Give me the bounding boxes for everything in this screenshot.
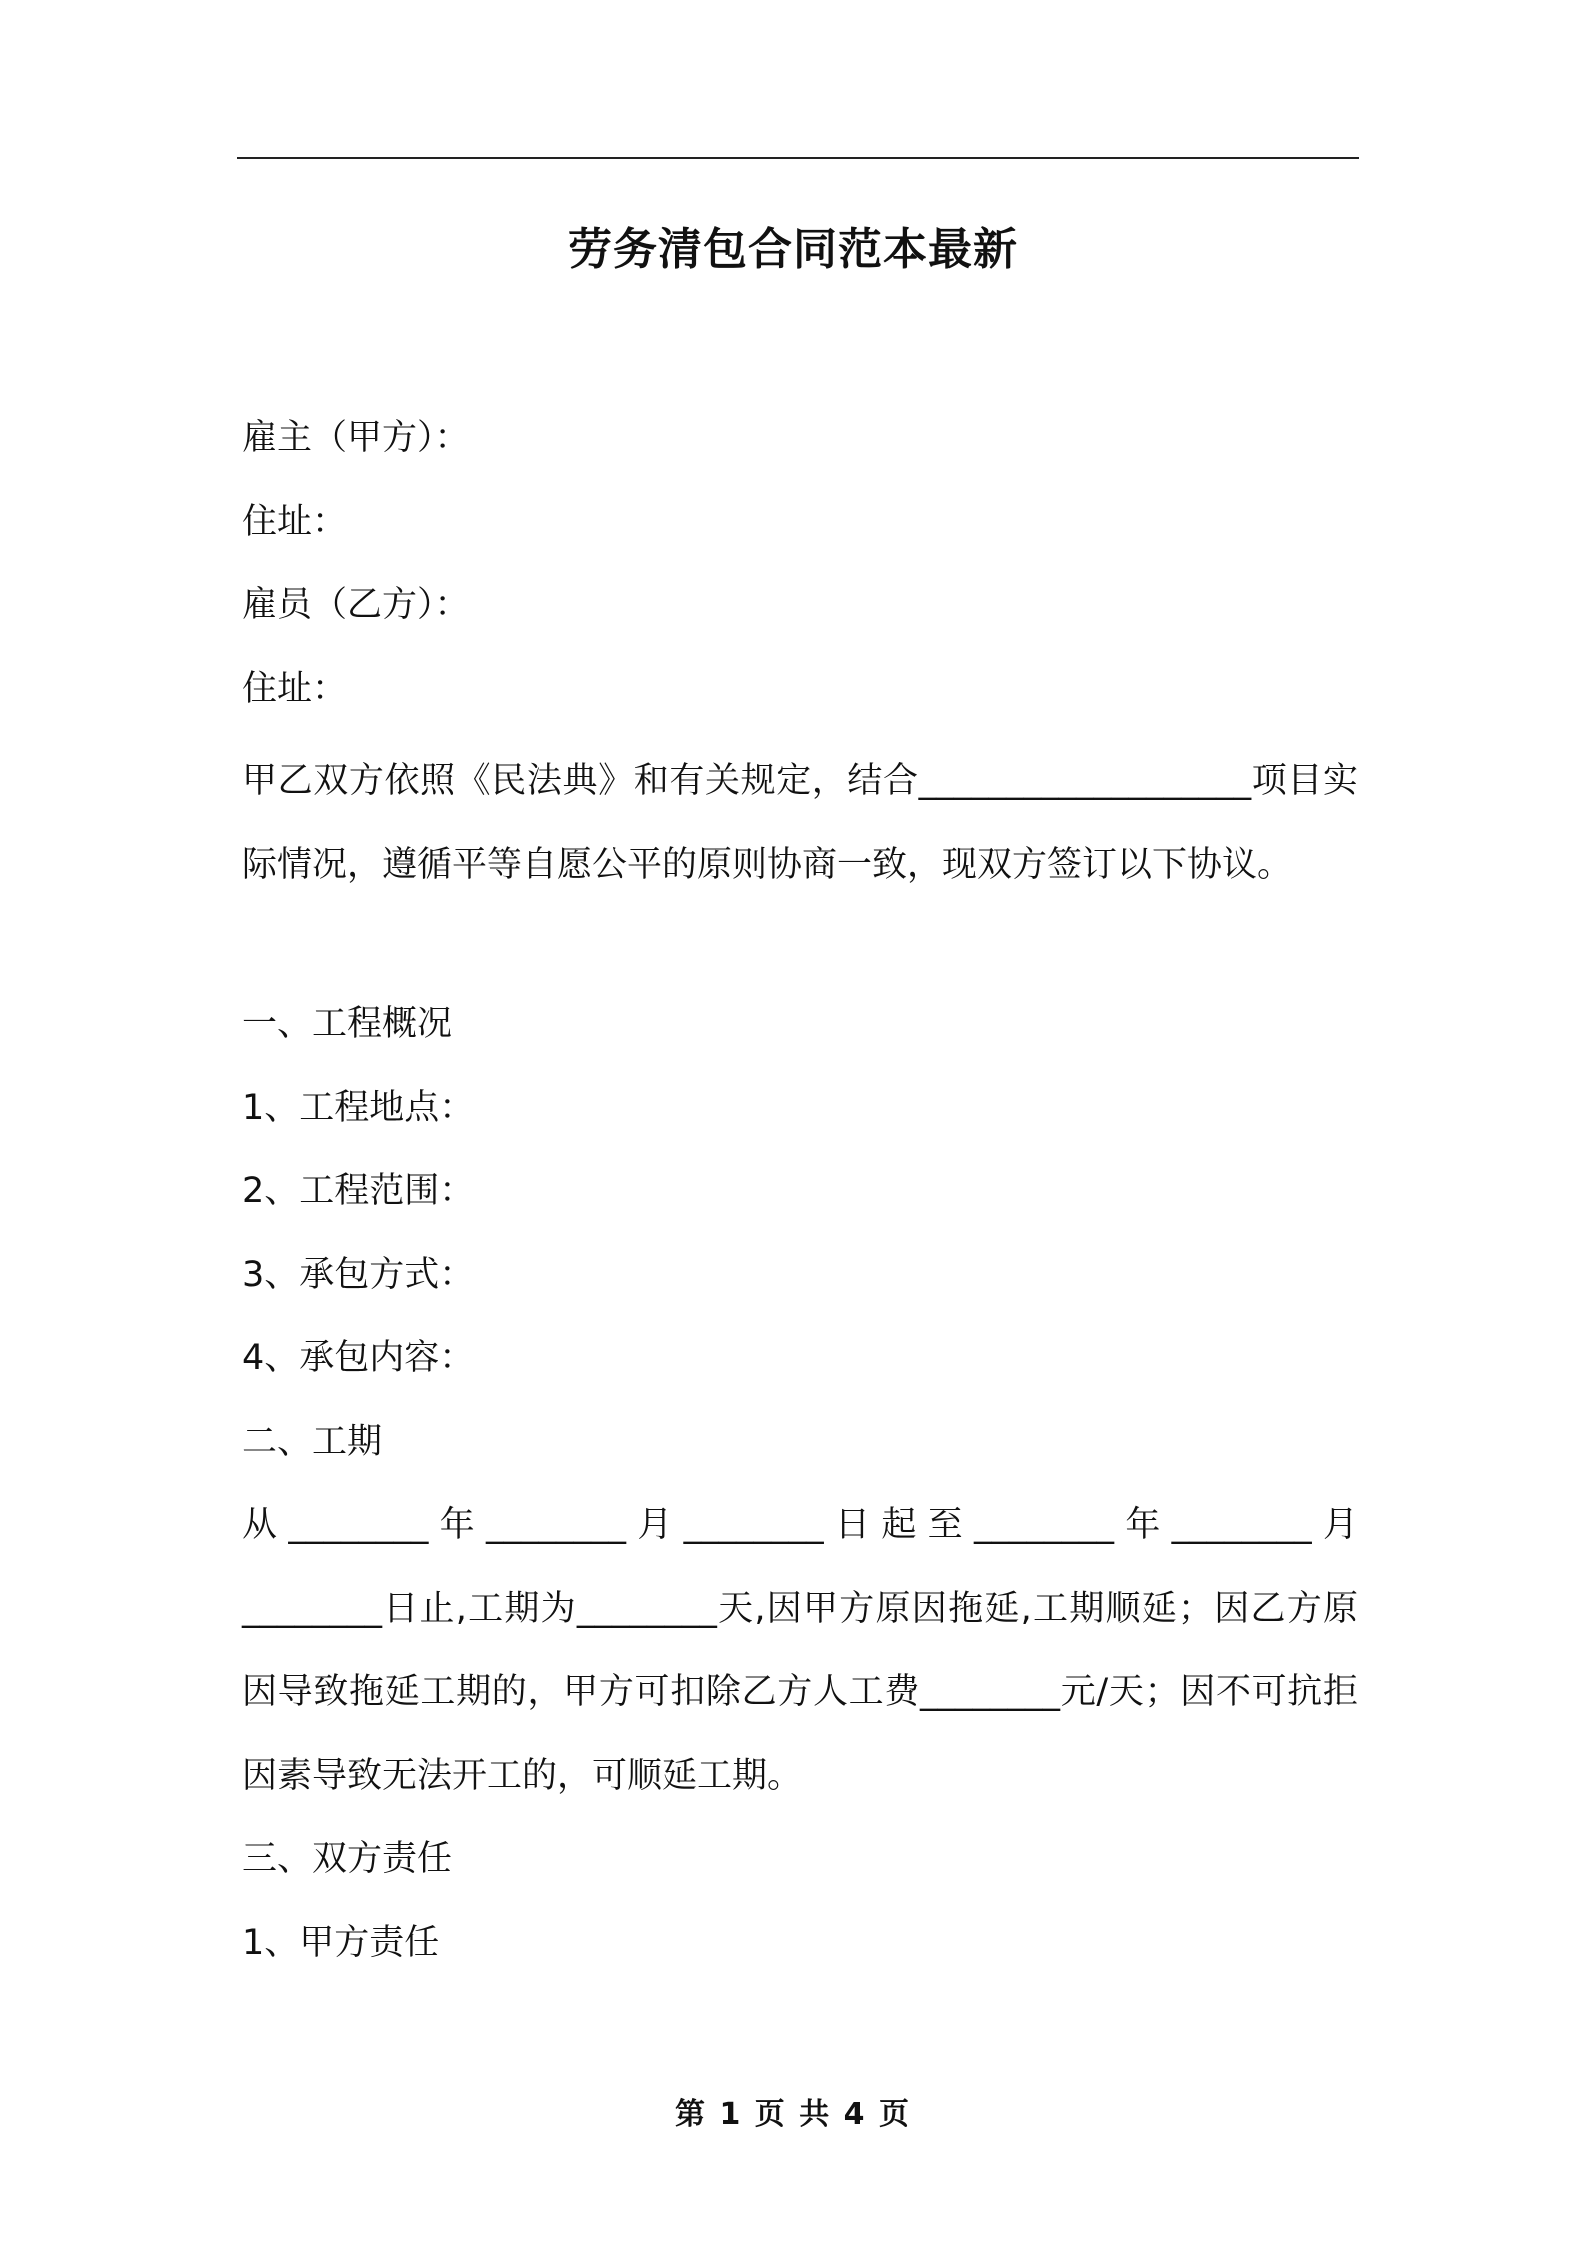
section-heading-duration: 二、工期 [242,1421,383,1462]
contract-sections [242,983,1358,1985]
employee-line: 雇员（乙方）： [242,585,470,625]
list-item-contract-method: 3、承包方式： [242,1254,475,1295]
employee-address-line: 住址： [242,668,348,709]
duration-paragraph: 从________年________月________日起至________年________月________日止,工期为________天,因甲方原因拖延,工期顺延；因乙方原因导致拖延工期的，甲方可扣除乙方人工费________元/天；因不可抗拒因素导致无法开工的，可顺延工期。 [242,1505,1358,1796]
document-title: 劳务清包合同范本最新 [568,224,1018,275]
list-item-project-scope: 2、工程范围： [242,1171,475,1211]
list-item-party-a-responsibility: 1、甲方责任 [242,1922,440,1963]
list-item-contract-content: 4、承包内容： [242,1338,475,1378]
header-rule [237,157,1359,159]
list-item-project-location: 1、工程地点： [242,1087,475,1128]
page-number: 第 1 页 共 4 页 [675,2097,911,2132]
party-info-block [242,397,1358,731]
intro-paragraph: 甲乙双方依照《民法典》和有关规定，结合___________________项目实际情况，遵循平等自愿公平的原则协商一致，现双方签订以下协议。 [242,761,1358,885]
employer-line: 雇主（甲方）： [242,418,470,458]
employer-address-line: 住址： [242,501,348,542]
section-heading-project-overview: 一、工程概况 [242,1004,453,1044]
section-heading-responsibilities: 三、双方责任 [242,1839,453,1879]
